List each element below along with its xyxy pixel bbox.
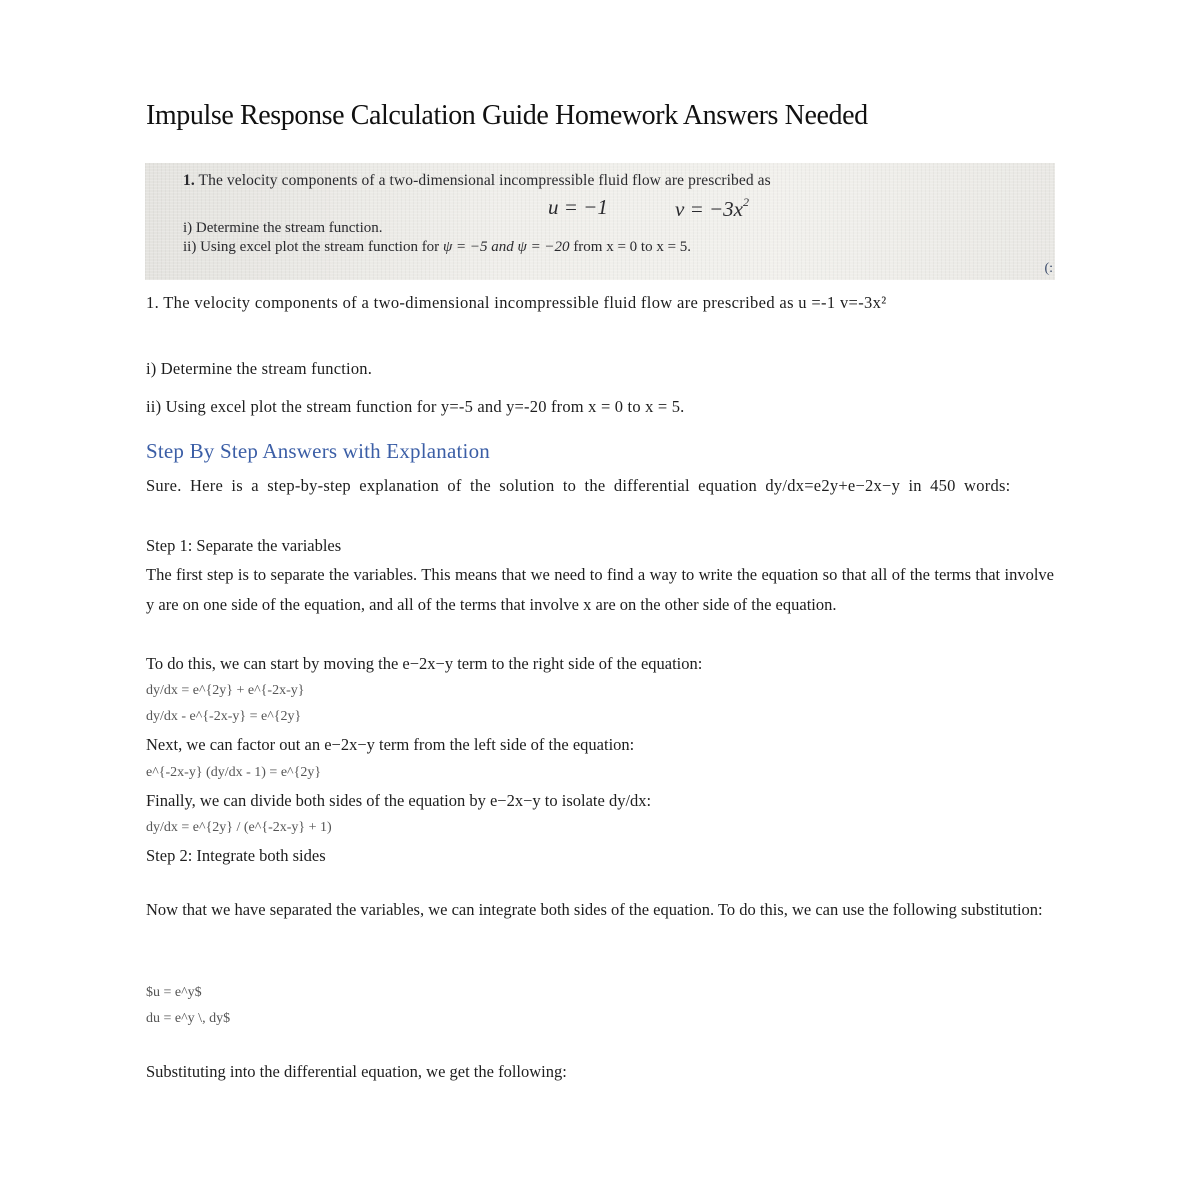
equation-3: e^{-2x-y} (dy/dx - 1) = e^{2y} xyxy=(146,765,322,780)
question-part-ii: ii) Using excel plot the stream function for y=-5 and y=-20 from x = 0 to x = 5. xyxy=(146,397,685,416)
next-paragraph: Next, we can factor out an e−2x−y term from the left side of the equation: xyxy=(146,735,635,754)
answer-heading: Step By Step Answers with Explanation xyxy=(146,439,490,463)
page-title: Impulse Response Calculation Guide Homework Answers Needed xyxy=(146,100,868,131)
question-image-statement: The velocity components of a two-dimensional incompressible fluid flow are prescribed as xyxy=(198,172,771,189)
step2-title: Step 2: Integrate both sides xyxy=(146,846,326,865)
question-text: 1. The velocity components of a two-dimensional incompressible fluid flow are prescribed as u =-1 v=-3x² xyxy=(146,293,887,312)
equation-v xyxy=(675,195,749,222)
part-ii-prefix: ii) Using excel plot the stream function for xyxy=(183,239,443,255)
question-screenshot-image xyxy=(145,163,1055,280)
question-image-part-i: i) Determine the stream function. xyxy=(183,220,383,236)
step1-title: Step 1: Separate the variables xyxy=(146,536,342,555)
image-corner-mark: (: xyxy=(1044,261,1053,276)
question-part-i: i) Determine the stream function. xyxy=(146,359,373,378)
equation-4: dy/dx = e^{2y} / (e^{-2x-y} + 1) xyxy=(146,820,332,835)
question-image-line1 xyxy=(183,172,771,190)
equation-v-base: v = −3x xyxy=(675,197,743,221)
equation-u: u = −1 xyxy=(548,195,608,219)
substitution-1: $u = e^y$ xyxy=(146,985,202,1000)
question-image-part-ii xyxy=(183,239,691,256)
answer-intro: Sure. Here is a step-by-step explanation of the solution to the differential equation dy/dx=e2y+e−2x−y in 450 words: xyxy=(146,476,1011,495)
step1-paragraph: The first step is to separate the variables. This means that we need to find a way to write the equation so that all of the terms that involve y are on one side of the equation, and all of the terms that involve x are on the other side of the equation. xyxy=(146,565,1054,614)
equation-v-exponent: 2 xyxy=(742,195,749,209)
step2-paragraph: Now that we have separated the variables, we can integrate both sides of the equation. To do this, we can use the following substitution: xyxy=(146,900,1043,919)
equation-1: dy/dx = e^{2y} + e^{-2x-y} xyxy=(146,683,305,698)
substituting-paragraph: Substituting into the differential equation, we get the following: xyxy=(146,1062,567,1081)
part-ii-suffix: from x = 0 to x = 5. xyxy=(569,239,692,255)
question-number: 1. xyxy=(183,172,195,189)
finally-paragraph: Finally, we can divide both sides of the equation by e−2x−y to isolate dy/dx: xyxy=(146,791,652,810)
todo-paragraph: To do this, we can start by moving the e−2x−y term to the right side of the equation: xyxy=(146,654,703,673)
equation-2: dy/dx - e^{-2x-y} = e^{2y} xyxy=(146,709,302,724)
substitution-2: du = e^y \, dy$ xyxy=(146,1011,231,1026)
part-ii-psi-values: ψ = −5 and ψ = −20 xyxy=(442,239,570,255)
